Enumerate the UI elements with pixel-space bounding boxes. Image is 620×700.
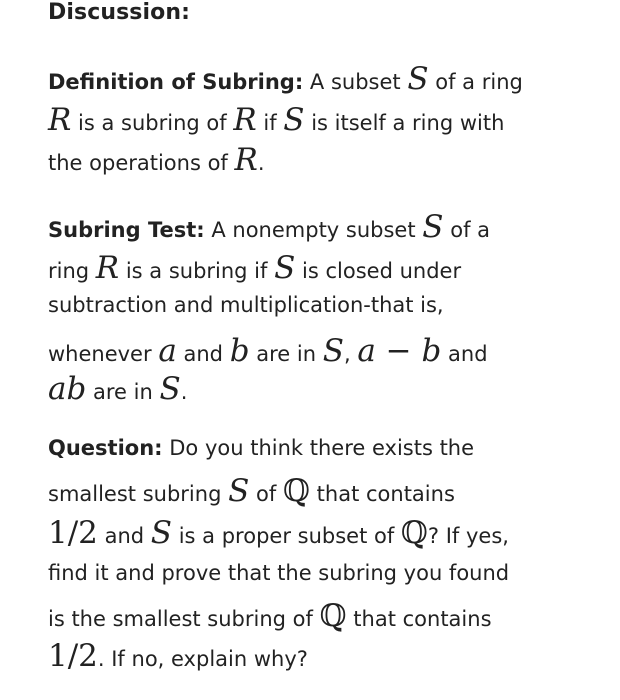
test-line-5 bbox=[48, 371, 188, 407]
question-text: of bbox=[256, 482, 277, 506]
definition-line-3 bbox=[48, 142, 265, 178]
math-R: R bbox=[233, 102, 257, 138]
math-R: R bbox=[48, 102, 72, 138]
question-text: ? If yes, bbox=[427, 524, 509, 548]
test-text: are in bbox=[256, 342, 317, 366]
test-text: and bbox=[448, 342, 488, 366]
period: . bbox=[257, 151, 265, 175]
math-one-half: 1/2 bbox=[48, 515, 98, 551]
question-line-5 bbox=[48, 598, 492, 634]
test-line-4 bbox=[48, 333, 488, 369]
math-R: R bbox=[95, 250, 120, 286]
question-line-4 bbox=[48, 563, 509, 584]
question-label: Question: bbox=[48, 436, 163, 460]
math-S: S bbox=[322, 333, 344, 369]
math-Q: ℚ bbox=[282, 473, 310, 509]
definition-text: if bbox=[263, 111, 277, 135]
test-text: A nonempty subset bbox=[211, 218, 416, 242]
math-Q: ℚ bbox=[319, 598, 347, 634]
question-text: . If no, explain why? bbox=[97, 647, 308, 671]
test-text: and bbox=[183, 342, 223, 366]
definition-line-1 bbox=[48, 61, 523, 97]
question-line-6 bbox=[48, 638, 308, 674]
question-line-2 bbox=[48, 473, 455, 509]
definition-text: of a ring bbox=[435, 70, 523, 94]
math-one-half: 1/2 bbox=[48, 638, 98, 674]
question-text: is the smallest subring of bbox=[48, 607, 313, 631]
definition-text: A subset bbox=[309, 70, 401, 94]
definition-label: Definition of Subring: bbox=[48, 70, 304, 94]
definition-text: is a subring of bbox=[78, 111, 227, 135]
period: . bbox=[180, 380, 188, 404]
math-S: S bbox=[274, 250, 296, 286]
math-S: S bbox=[422, 209, 444, 245]
question-line-1 bbox=[48, 438, 474, 459]
definition-text: the operations of bbox=[48, 151, 228, 175]
question-text: that contains bbox=[353, 607, 492, 631]
test-line-1 bbox=[48, 209, 491, 245]
test-line-2 bbox=[48, 250, 462, 286]
math-ab: ab bbox=[48, 371, 87, 407]
comma: , bbox=[343, 342, 351, 366]
question-text: find it and prove that the subring you found bbox=[48, 561, 510, 585]
test-text: whenever bbox=[48, 342, 152, 366]
definition-text: is itself a ring with bbox=[311, 111, 505, 135]
question-text: and bbox=[104, 524, 145, 548]
test-text: are in bbox=[93, 380, 153, 404]
definition-line-2 bbox=[48, 102, 505, 138]
math-b: b bbox=[229, 333, 250, 369]
test-text: is closed under bbox=[302, 259, 462, 283]
test-text: ring bbox=[48, 259, 90, 283]
test-text: of a bbox=[450, 218, 491, 242]
math-S: S bbox=[283, 102, 305, 138]
question-line-3 bbox=[48, 515, 509, 551]
test-line-3 bbox=[48, 295, 444, 316]
discussion-heading: Discussion: bbox=[48, 0, 191, 25]
subring-test-label: Subring Test: bbox=[48, 218, 205, 242]
question-text: that contains bbox=[316, 482, 455, 506]
question-text: Do you think there exists the bbox=[169, 436, 475, 460]
math-a: a bbox=[158, 333, 177, 369]
math-S: S bbox=[150, 515, 173, 551]
question-text: is a proper subset of bbox=[178, 524, 395, 548]
math-R: R bbox=[234, 142, 258, 178]
math-a-minus-b: a − b bbox=[357, 333, 442, 369]
math-S: S bbox=[159, 371, 181, 407]
math-S: S bbox=[407, 61, 429, 97]
test-text: is a subring if bbox=[125, 259, 268, 283]
math-Q: ℚ bbox=[400, 515, 428, 551]
math-S: S bbox=[228, 473, 250, 509]
question-text: smallest subring bbox=[48, 482, 222, 506]
test-text: subtraction and multiplication-that is, bbox=[48, 293, 444, 317]
